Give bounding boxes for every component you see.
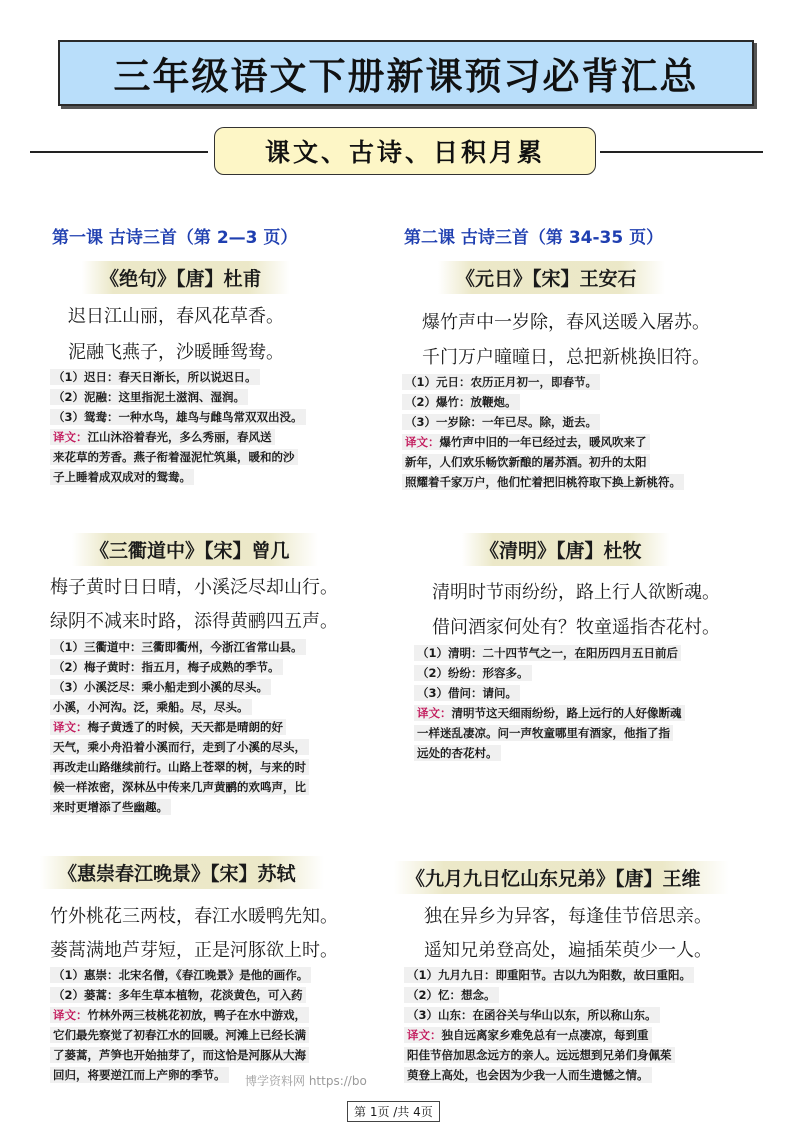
divider-right xyxy=(600,151,763,153)
watermark: 博学资料网 https://bo xyxy=(245,1074,367,1088)
poem-title: 《九月九日忆山东兄弟》【唐】王维 xyxy=(394,861,729,894)
page-title-text: 三年级语文下册新课预习必背汇总 xyxy=(113,54,699,98)
poem-line: 借问酒家何处有？牧童遥指杏花村。 xyxy=(432,617,720,638)
note-line: （1）九月九日：即重阳节。古以九为阳数，故曰重阳。 xyxy=(404,967,694,983)
notes-block xyxy=(50,637,309,817)
poem-title: 《惠崇春江晚景》【宋】苏轼 xyxy=(40,856,324,889)
translation-line: 再改走山路继续前行。山路上苍翠的树，与来的时 xyxy=(50,759,309,775)
translation-line: 天气，乘小舟沿着小溪而行，走到了小溪的尽头， xyxy=(50,739,309,755)
translation-label: 译文： xyxy=(53,720,88,734)
divider-left xyxy=(30,151,208,153)
note-line: （1）三衢道中：三衢即衢州，今浙江省常山县。 xyxy=(50,639,306,655)
page-title xyxy=(58,40,754,106)
poem-title: 《绝句》【唐】杜甫 xyxy=(82,261,290,294)
poem-line: 清明时节雨纷纷，路上行人欲断魂。 xyxy=(432,582,720,603)
poem-line: 迟日江山丽，春风花草香。 xyxy=(68,306,284,327)
note-line: （3）鸳鸯：一种水鸟，雄鸟与雌鸟常双双出没。 xyxy=(50,409,306,425)
note-line: （3）小溪泛尽：乘小船走到小溪的尽头。 xyxy=(50,679,271,695)
note-line: （1）惠崇：北宋名僧，《春江晚景》是他的画作。 xyxy=(50,967,311,983)
poem-line: 遥知兄弟登高处，遍插茱萸少一人。 xyxy=(424,940,712,961)
note-line: （3）一岁除：一年已尽。除，逝去。 xyxy=(402,414,600,430)
note-line: （1）元日：农历正月初一，即春节。 xyxy=(402,374,600,390)
poem-line: 泥融飞燕子，沙暖睡鸳鸯。 xyxy=(68,342,284,363)
notes-block xyxy=(404,965,694,1085)
translation-line: 来花草的芳香。燕子衔着湿泥忙筑巢，暖和的沙 xyxy=(50,449,298,465)
translation-label: 译文： xyxy=(407,1028,442,1042)
translation-line: 远处的杏花村。 xyxy=(414,745,501,761)
note-line: （3）借问：请问。 xyxy=(414,685,520,701)
notes-block xyxy=(50,965,311,1085)
translation-line: 回归，将要逆江而上产卵的季节。 xyxy=(50,1067,229,1083)
poem-title: 《清明》【唐】杜牧 xyxy=(462,533,670,566)
translation-line: 阳佳节倍加思念远方的亲人。远远想到兄弟们身佩茱 xyxy=(404,1047,675,1063)
translation-label: 译文： xyxy=(53,430,88,444)
note-line: （1）迟日：春天日渐长，所以说迟日。 xyxy=(50,369,260,385)
translation-line: 梅子黄透了的时候，天天都是晴朗的好 xyxy=(87,720,283,734)
section-banner xyxy=(214,127,596,175)
translation-line: 独自远离家乡难免总有一点凄凉，每到重 xyxy=(441,1028,649,1042)
page-number: 第 1页 /共 4页 xyxy=(347,1101,440,1122)
translation-line: 萸登上高处，也会因为少我一人而生遗憾之情。 xyxy=(404,1067,652,1083)
lesson-2-heading: 第二课 古诗三首（第 34-35 页） xyxy=(404,228,664,248)
translation-line: 照耀着千家万户，他们忙着把旧桃符取下换上新桃符。 xyxy=(402,474,684,490)
translation-line: 一样迷乱凄凉。问一声牧童哪里有酒家，他指了指 xyxy=(414,725,673,741)
translation-line: 它们最先察觉了初春江水的回暖。河滩上已经长满 xyxy=(50,1027,309,1043)
poem-line: 独在异乡为异客，每逢佳节倍思亲。 xyxy=(424,906,712,927)
poem-line: 千门万户曈曈日，总把新桃换旧符。 xyxy=(422,347,710,368)
translation-line: 江山沐浴着春光，多么秀丽，春风送 xyxy=(87,430,272,444)
translation-label: 译文： xyxy=(417,706,452,720)
note-line: 小溪，小河沟。泛，乘船。尽，尽头。 xyxy=(50,699,252,715)
note-line: （2）泥融：这里指泥土滋润、湿润。 xyxy=(50,389,248,405)
translation-line: 候一样浓密，深林丛中传来几声黄鹂的欢鸣声，比 xyxy=(50,779,309,795)
translation-line: 新年，人们欢乐畅饮新酿的屠苏酒。初升的太阳 xyxy=(402,454,650,470)
poem-title: 《元日》【宋】王安石 xyxy=(438,261,665,294)
poem-title: 《三衢道中》【宋】曾几 xyxy=(72,533,318,566)
translation-label: 译文： xyxy=(405,435,440,449)
notes-block xyxy=(414,643,685,763)
translation-line: 了蒌蒿，芦笋也开始抽芽了，而这恰是河豚从大海 xyxy=(50,1047,309,1063)
notes-block xyxy=(402,372,684,492)
poem-line: 梅子黄时日日晴，小溪泛尽却山行。 xyxy=(50,577,338,598)
lesson-1-heading: 第一课 古诗三首（第 2—3 页） xyxy=(52,228,298,248)
poem-line: 绿阴不减来时路，添得黄鹂四五声。 xyxy=(50,611,338,632)
poem-line: 竹外桃花三两枝，春江水暖鸭先知。 xyxy=(50,906,338,927)
translation-line: 竹林外两三枝桃花初放，鸭子在水中游戏， xyxy=(87,1008,306,1022)
note-line: （2）爆竹：放鞭炮。 xyxy=(402,394,520,410)
note-line: （3）山东：在函谷关与华山以东，所以称山东。 xyxy=(404,1007,660,1023)
note-line: （2）忆：想念。 xyxy=(404,987,499,1003)
note-line: （2）梅子黄时：指五月，梅子成熟的季节。 xyxy=(50,659,283,675)
poem-line: 蒌蒿满地芦芽短，正是河豚欲上时。 xyxy=(50,940,338,961)
note-line: （2）纷纷：形容多。 xyxy=(414,665,532,681)
note-line: （1）清明：二十四节气之一，在阳历四月五日前后 xyxy=(414,645,681,661)
translation-line: 子上睡着成双成对的鸳鸯。 xyxy=(50,469,194,485)
translation-line: 来时更增添了些幽趣。 xyxy=(50,799,171,815)
translation-label: 译文： xyxy=(53,1008,88,1022)
poem-line: 爆竹声中一岁除，春风送暖入屠苏。 xyxy=(422,312,710,333)
note-line: （2）蒌蒿：多年生草本植物，花淡黄色，可入药 xyxy=(50,987,306,1003)
translation-line: 爆竹声中旧的一年已经过去，暖风吹来了 xyxy=(439,435,647,449)
translation-line: 清明节这天细雨纷纷，路上远行的人好像断魂 xyxy=(451,706,682,720)
section-banner-text: 课文、古诗、日积月累 xyxy=(264,138,545,167)
notes-block xyxy=(50,367,306,487)
